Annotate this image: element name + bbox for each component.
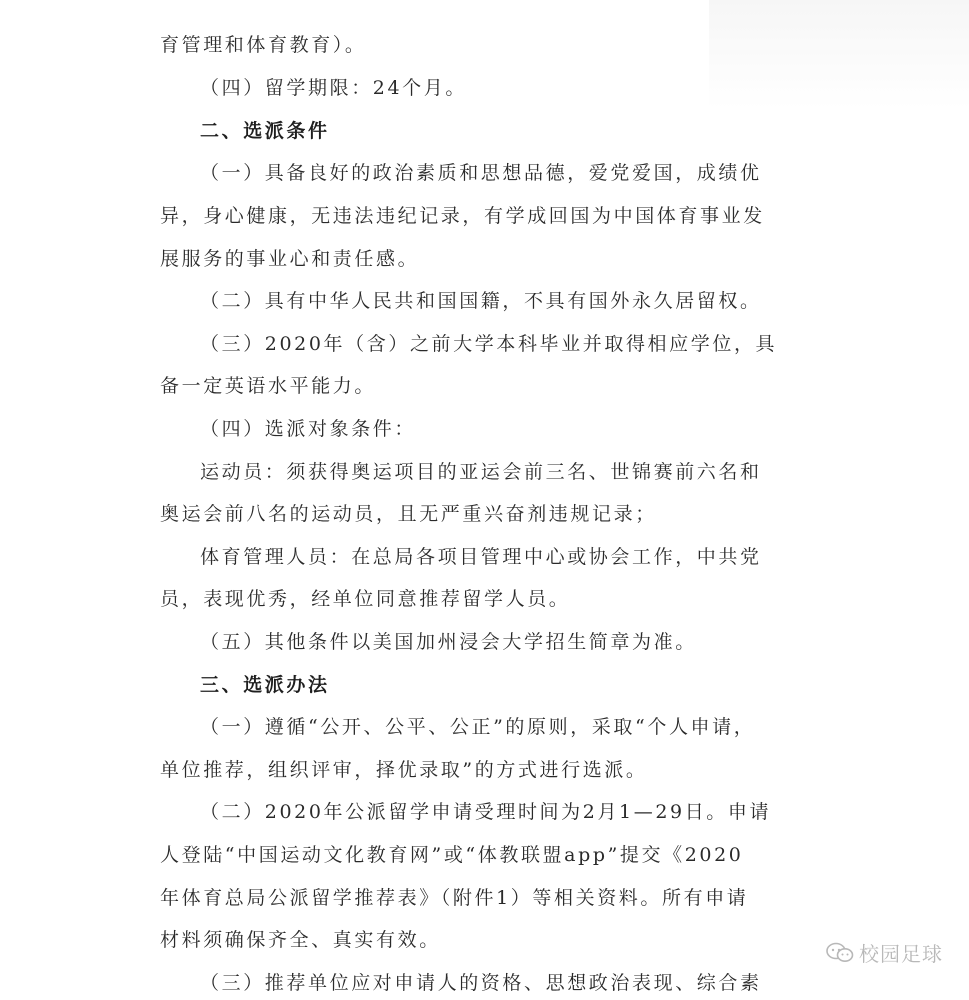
text-line: 人登陆“中国运动文化教育网”或“体教联盟app”提交《2020 bbox=[160, 844, 744, 866]
watermark bbox=[825, 938, 943, 967]
text-line: 单位推荐，组织评审，择优录取”的方式进行选派。 bbox=[160, 759, 648, 781]
text-line: （三）推荐单位应对申请人的资格、思想政治表现、综合素 bbox=[200, 972, 762, 994]
text-line: （三）2020年（含）之前大学本科毕业并取得相应学位，具 bbox=[200, 333, 778, 355]
section-heading: 三、选派办法 bbox=[200, 674, 330, 696]
section-heading: 二、选派条件 bbox=[200, 120, 330, 142]
text-line: （四）选派对象条件： bbox=[200, 418, 417, 440]
text-line: 员，表现优秀，经单位同意推荐留学人员。 bbox=[160, 588, 571, 610]
text-line: 运动员：须获得奥运项目的亚运会前三名、世锦赛前六名和 bbox=[200, 461, 762, 483]
text-line: （五）其他条件以美国加州浸会大学招生简章为准。 bbox=[200, 631, 697, 653]
wechat-icon bbox=[825, 941, 855, 965]
watermark-text: 校园足球 bbox=[859, 942, 943, 966]
text-line: 备一定英语水平能力。 bbox=[160, 375, 377, 397]
text-line: 体育管理人员：在总局各项目管理中心或协会工作，中共党 bbox=[200, 546, 762, 568]
text-line: 育管理和体育教育）。 bbox=[160, 34, 367, 56]
text-line: 奥运会前八名的运动员，且无严重兴奋剂违规记录； bbox=[160, 503, 657, 525]
text-line: （二）2020年公派留学申请受理时间为2月1—29日。申请 bbox=[200, 801, 772, 823]
text-line: （一）遵循“公开、公平、公正”的原则，采取“个人申请， bbox=[200, 716, 756, 738]
text-line: （二）具有中华人民共和国国籍，不具有国外永久居留权。 bbox=[200, 290, 762, 312]
text-line: 异，身心健康，无违法违纪记录，有学成回国为中国体育事业发 bbox=[160, 205, 765, 227]
text-line: 年体育总局公派留学推荐表》（附件1）等相关资料。所有申请 bbox=[160, 887, 749, 909]
scan-shadow bbox=[709, 0, 969, 110]
text-line: 材料须确保齐全、真实有效。 bbox=[160, 929, 441, 951]
text-line: （四）留学期限：24个月。 bbox=[200, 77, 467, 99]
text-line: 展服务的事业心和责任感。 bbox=[160, 248, 420, 270]
text-line: （一）具备良好的政治素质和思想品德，爱党爱国，成绩优 bbox=[200, 162, 762, 184]
